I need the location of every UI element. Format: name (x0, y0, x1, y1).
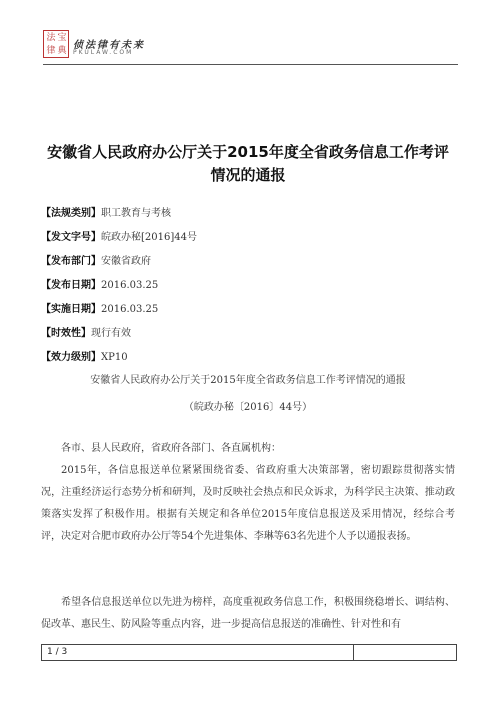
meta-key: 【效力级别】 (41, 352, 101, 363)
logo-char: 律 (46, 46, 56, 56)
logo-char: 宝 (57, 33, 67, 43)
page-header (43, 30, 458, 70)
meta-level (41, 351, 128, 365)
meta-value: 安徽省政府 (101, 256, 151, 267)
document-subtitle: 安徽省人民政府办公厅关于2015年度全省政务信息工作考评情况的通报 (90, 375, 406, 386)
page-footer (41, 644, 457, 661)
meta-key: 【时效性】 (41, 328, 91, 339)
header-divider (43, 64, 458, 65)
footer-cell (42, 645, 354, 660)
logo-char: 典 (57, 46, 67, 56)
salutation: 各市、县人民政府，省政府各部门、各直属机构： (61, 443, 281, 454)
meta-key: 【发文字号】 (41, 232, 101, 243)
brand-slogan: 侦法律有未来 (73, 40, 145, 51)
meta-category (41, 207, 171, 221)
brand-domain: PKULAW.COM (73, 49, 134, 56)
meta-publish-date (41, 279, 158, 293)
body-paragraph: 2015年，各信息报送单位紧紧围绕省委、省政府重大决策部署，密切跟踪贯彻落实情况，注重经济运行态势分析和研判，及时反映社会热点和民众诉求，为科学民主决策、推动政策落实发挥了积极作用。根据有关规定和各单位2015年度信息报送及采用情况，经综合考评，决定对合肥市政府办公厅等54个先进集体、李琳等63名先进个人予以通报表扬。 (41, 465, 455, 542)
footer-cell (354, 645, 456, 660)
meta-value: 2016.03.25 (101, 304, 159, 315)
document-number: （皖政办秘〔2016〕44号） (183, 402, 313, 413)
pkulaw-logo (43, 30, 69, 58)
page-number: 1 / 3 (47, 647, 68, 657)
meta-value: 职工教育与考核 (101, 208, 171, 219)
body-paragraph: 希望各信息报送单位以先进为榜样，高度重视政务信息工作，积极围绕稳增长、调结构、促改革、惠民生、防风险等重点内容，进一步提高信息报送的准确性、针对性和有 (41, 597, 455, 630)
meta-effective-date (41, 303, 158, 317)
meta-value: 皖政办秘[2016]44号 (101, 232, 197, 243)
meta-department (41, 255, 151, 269)
document-title: 安徽省人民政府办公厅关于2015年度全省政务信息工作考评情况的通报 (47, 143, 449, 184)
meta-value: 现行有效 (91, 328, 131, 339)
meta-key: 【发布部门】 (41, 256, 101, 267)
meta-key: 【实施日期】 (41, 304, 101, 315)
meta-value: 2016.03.25 (101, 280, 159, 291)
meta-key: 【发布日期】 (41, 280, 101, 291)
meta-value: XP10 (101, 352, 128, 363)
logo-char: 法 (46, 33, 56, 43)
meta-validity (41, 327, 131, 341)
meta-doc-number (41, 231, 197, 245)
meta-key: 【法规类别】 (41, 208, 101, 219)
